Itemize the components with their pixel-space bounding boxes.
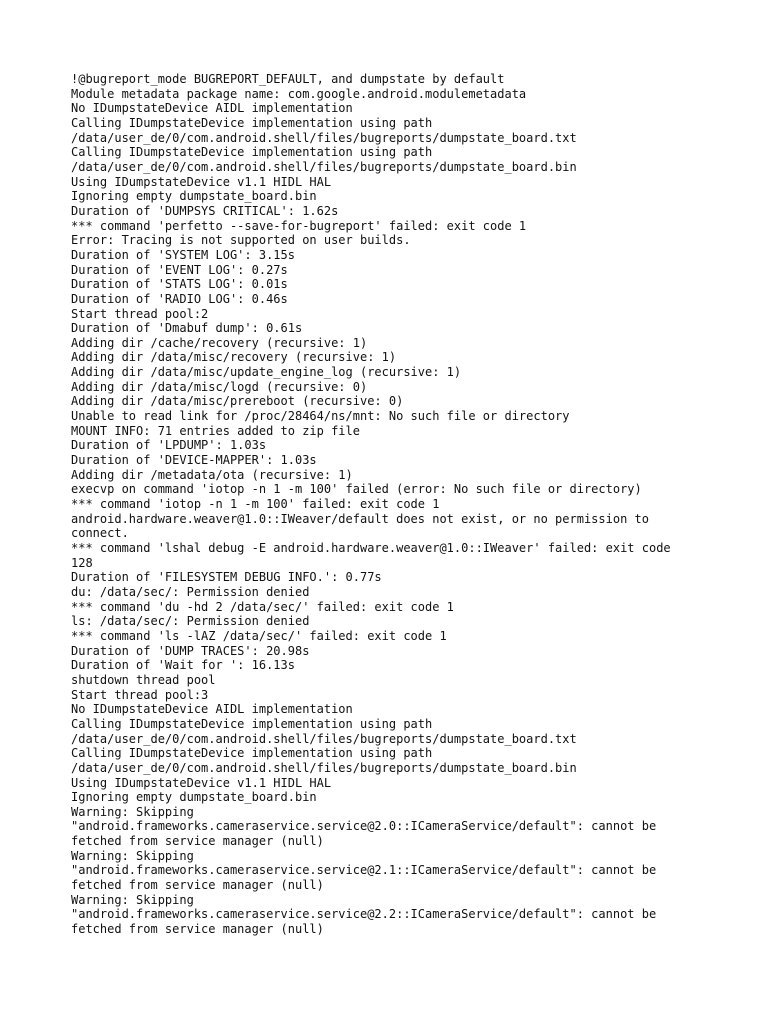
log-line: Using IDumpstateDevice v1.1 HIDL HAL	[71, 775, 332, 790]
log-line: 128	[71, 555, 93, 570]
log-line: Duration of 'DUMPSYS CRITICAL': 1.62s	[71, 203, 339, 218]
log-line: "android.frameworks.cameraservice.service@2.2::ICameraService/default": cannot be	[71, 907, 657, 922]
log-line: *** command 'iotop -n 1 -m 100' failed: exit code 1	[71, 497, 440, 512]
log-line: Duration of 'SYSTEM LOG': 3.15s	[71, 247, 295, 262]
log-line: /data/user_de/0/com.android.shell/files/bugreports/dumpstate_board.txt	[71, 130, 577, 145]
log-text-block	[71, 72, 701, 937]
log-line: Start thread pool:3	[71, 687, 209, 702]
log-line: Duration of 'RADIO LOG': 0.46s	[71, 291, 288, 306]
log-line: Calling IDumpstateDevice implementation using path	[71, 746, 433, 761]
log-line: Warning: Skipping	[71, 804, 194, 819]
log-line: No IDumpstateDevice AIDL implementation	[71, 702, 353, 717]
log-line: Unable to read link for /proc/28464/ns/mnt: No such file or directory	[71, 409, 570, 424]
log-line: No IDumpstateDevice AIDL implementation	[71, 101, 353, 116]
log-line: Adding dir /metadata/ota (recursive: 1)	[71, 467, 353, 482]
log-line: "android.frameworks.cameraservice.service@2.1::ICameraService/default": cannot be	[71, 863, 657, 878]
log-line: execvp on command 'iotop -n 1 -m 100' failed (error: No such file or directory)	[71, 482, 642, 497]
log-line: Calling IDumpstateDevice implementation using path	[71, 716, 433, 731]
log-line: fetched from service manager (null)	[71, 878, 324, 893]
log-line: Duration of 'DUMP TRACES': 20.98s	[71, 643, 310, 658]
log-line: Duration of 'Dmabuf dump': 0.61s	[71, 321, 303, 336]
log-line: du: /data/sec/: Permission denied	[71, 584, 310, 599]
log-line: Warning: Skipping	[71, 892, 194, 907]
log-line: Module metadata package name: com.google.android.modulemetadata	[71, 86, 527, 101]
log-line: fetched from service manager (null)	[71, 922, 324, 937]
log-line: Adding dir /data/misc/prereboot (recursive: 0)	[71, 394, 404, 409]
log-line: MOUNT INFO: 71 entries added to zip file	[71, 423, 360, 438]
log-line: Ignoring empty dumpstate_board.bin	[71, 189, 317, 204]
log-line: *** command 'du -hd 2 /data/sec/' failed: exit code 1	[71, 599, 454, 614]
log-line: Duration of 'FILESYSTEM DEBUG INFO.': 0.77s	[71, 570, 382, 585]
log-line: Calling IDumpstateDevice implementation using path	[71, 115, 433, 130]
log-line: Warning: Skipping	[71, 848, 194, 863]
log-line: /data/user_de/0/com.android.shell/files/bugreports/dumpstate_board.txt	[71, 731, 577, 746]
log-line: /data/user_de/0/com.android.shell/files/bugreports/dumpstate_board.bin	[71, 760, 577, 775]
log-line: *** command 'ls -lAZ /data/sec/' failed: exit code 1	[71, 628, 447, 643]
log-line: Error: Tracing is not supported on user builds.	[71, 233, 411, 248]
log-line: Duration of 'LPDUMP': 1.03s	[71, 438, 267, 453]
log-line: *** command 'perfetto --save-for-bugreport' failed: exit code 1	[71, 218, 527, 233]
log-line: !@bugreport_mode BUGREPORT_DEFAULT, and dumpstate by default	[71, 72, 505, 86]
log-line: Duration of 'STATS LOG': 0.01s	[71, 277, 288, 292]
log-line: Start thread pool:2	[71, 306, 209, 321]
log-line: Adding dir /data/misc/update_engine_log (recursive: 1)	[71, 365, 462, 380]
log-line: Duration of 'EVENT LOG': 0.27s	[71, 262, 288, 277]
log-line: ls: /data/sec/: Permission denied	[71, 614, 310, 629]
log-line: *** command 'lshal debug -E android.hardware.weaver@1.0::IWeaver' failed: exit code	[71, 541, 671, 555]
log-line: "android.frameworks.cameraservice.service@2.0::ICameraService/default": cannot be	[71, 819, 657, 834]
log-line: Duration of 'Wait for ': 16.13s	[71, 658, 295, 673]
log-line: Duration of 'DEVICE-MAPPER': 1.03s	[71, 453, 317, 468]
log-line: Calling IDumpstateDevice implementation using path	[71, 145, 433, 160]
log-line: android.hardware.weaver@1.0::IWeaver/default does not exist, or no permission to	[71, 511, 649, 526]
log-line: shutdown thread pool	[71, 672, 216, 687]
log-line: fetched from service manager (null)	[71, 834, 324, 849]
log-line: Using IDumpstateDevice v1.1 HIDL HAL	[71, 174, 332, 189]
log-line: connect.	[71, 526, 129, 541]
log-line: /data/user_de/0/com.android.shell/files/bugreports/dumpstate_board.bin	[71, 159, 577, 174]
log-line: Adding dir /data/misc/logd (recursive: 0)	[71, 379, 368, 394]
log-line: Adding dir /cache/recovery (recursive: 1)	[71, 335, 368, 350]
log-line: Adding dir /data/misc/recovery (recursive: 1)	[71, 350, 397, 365]
log-line: Ignoring empty dumpstate_board.bin	[71, 790, 317, 805]
